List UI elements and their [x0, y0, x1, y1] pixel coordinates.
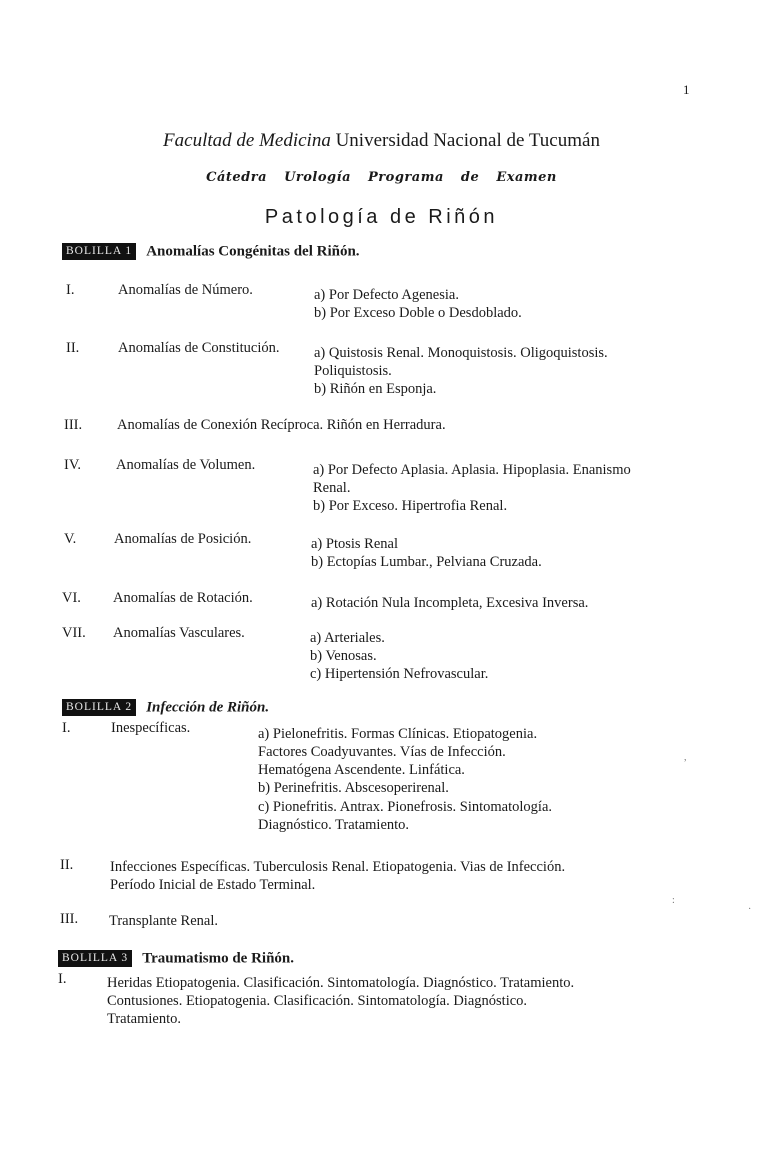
- item-number: V.: [64, 531, 77, 547]
- program-subheader: [0, 170, 763, 186]
- bolilla-badge: BOLILLA 1: [62, 243, 136, 259]
- item-details: [313, 461, 631, 515]
- detail-line: b) Por Exceso. Hipertrofia Renal.: [313, 498, 508, 515]
- item-details: [311, 535, 542, 571]
- scan-mark: :: [672, 895, 675, 906]
- text-line: Contusiones. Etiopatogenia. Clasificación. Sintomatología. Diagnóstico.: [107, 993, 528, 1010]
- detail-line: a) Quistosis Renal. Monoquistosis. Oligoquistosis.: [314, 345, 608, 361]
- item-text: [107, 974, 574, 1028]
- detail-line: a) Por Defecto Agenesia.: [314, 287, 459, 303]
- item-number: I.: [58, 971, 67, 987]
- subheader-word: Programa: [368, 170, 444, 185]
- bolilla-title: Anomalías Congénitas del Riñón.: [146, 243, 360, 260]
- item-text: [109, 912, 218, 930]
- item-number: I.: [62, 720, 71, 736]
- detail-line: Factores Coadyuvantes. Vías de Infección.: [258, 744, 506, 761]
- scan-mark: ·: [748, 904, 752, 915]
- detail-line: Diagnóstico. Tratamiento.: [258, 816, 410, 833]
- detail-line: Hematógena Ascendente. Linfática.: [258, 762, 465, 779]
- item-number: II.: [66, 340, 80, 356]
- item-name: Anomalías de Posición.: [114, 531, 252, 547]
- bolilla-title: Traumatismo de Riñón.: [142, 950, 295, 967]
- item-name: Anomalías de Conexión Recíproca. Riñón en Herradura.: [117, 417, 446, 433]
- detail-line: a) Arteriales.: [310, 630, 385, 646]
- institution-header: [0, 129, 763, 153]
- bolilla-title: Infección de Riñón.: [146, 699, 270, 716]
- university-name: Universidad Nacional de Tucumán: [335, 130, 600, 151]
- item-details: [314, 286, 522, 322]
- scan-mark: ,: [684, 752, 687, 763]
- bolilla-badge: BOLILLA 3: [58, 950, 132, 966]
- item-number: III.: [64, 417, 83, 433]
- detail-line: c) Hipertensión Nefrovascular.: [310, 666, 489, 683]
- text-line: Tratamiento.: [107, 1011, 181, 1028]
- detail-line: a) Ptosis Renal: [311, 536, 398, 552]
- item-name: Anomalías Vasculares.: [113, 625, 245, 641]
- bolilla-1-heading: [62, 242, 360, 262]
- detail-line: b) Venosas.: [310, 648, 377, 665]
- item-name: Anomalías de Número.: [118, 282, 253, 298]
- detail-line: a) Rotación Nula Incompleta, Excesiva Inversa.: [311, 595, 589, 611]
- text-line: Infecciones Específicas. Tuberculosis Renal. Etiopatogenia. Vias de Infección.: [110, 859, 566, 875]
- detail-line: a) Por Defecto Aplasia. Aplasia. Hipoplasia. Enanismo: [313, 462, 631, 478]
- item-details: [310, 629, 488, 683]
- text-line: Heridas Etiopatogenia. Clasificación. Sintomatología. Diagnóstico. Tratamiento.: [107, 975, 575, 991]
- detail-line: b) Ectopías Lumbar., Pelviana Cruzada.: [311, 554, 542, 571]
- item-number: VI.: [62, 590, 81, 606]
- detail-line: Poliquistosis.: [314, 363, 392, 380]
- bolilla-2-heading: [62, 698, 269, 718]
- item-text: [110, 858, 565, 894]
- detail-line: b) Perinefritis. Abscesoperirenal.: [258, 780, 449, 797]
- item-details: [311, 594, 588, 612]
- item-name: Anomalías de Volumen.: [116, 457, 256, 473]
- subheader-word: Examen: [496, 170, 557, 185]
- item-number: I.: [66, 282, 75, 298]
- item-number: VII.: [62, 625, 86, 641]
- item-name: Inespecíficas.: [111, 720, 191, 736]
- detail-line: b) Por Exceso Doble o Desdoblado.: [314, 305, 522, 322]
- subheader-word: Urología: [284, 170, 351, 185]
- detail-line: Renal.: [313, 480, 351, 497]
- text-line: Período Inicial de Estado Terminal.: [110, 877, 316, 894]
- item-name: Anomalías de Constitución.: [118, 340, 280, 356]
- bolilla-3-heading: [58, 949, 294, 969]
- page-number: 1: [683, 82, 690, 97]
- item-name: Anomalías de Rotación.: [113, 590, 253, 606]
- item-details: [258, 725, 552, 834]
- detail-line: a) Pielonefritis. Formas Clínicas. Etiopatogenia.: [258, 726, 538, 742]
- item-number: IV.: [64, 457, 82, 473]
- item-number: II.: [60, 857, 74, 873]
- bolilla-badge: BOLILLA 2: [62, 699, 136, 715]
- faculty-name: Facultad de Medicina: [163, 130, 331, 151]
- page-title: Patología de Riñón: [264, 206, 499, 228]
- text-line: Transplante Renal.: [109, 913, 219, 929]
- detail-line: c) Pionefritis. Antrax. Pionefrosis. Sintomatología.: [258, 798, 553, 815]
- subheader-word: Cátedra: [206, 170, 268, 185]
- item-details: [314, 344, 608, 398]
- item-number: III.: [60, 911, 79, 927]
- subheader-word: de: [460, 170, 480, 185]
- detail-line: b) Riñón en Esponja.: [314, 381, 437, 398]
